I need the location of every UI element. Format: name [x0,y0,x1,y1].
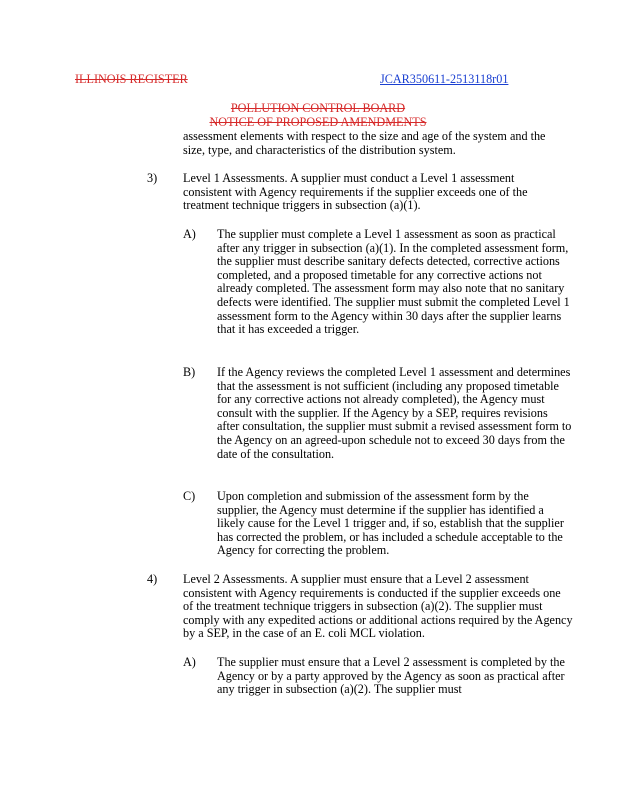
notice-title: NOTICE OF PROPOSED AMENDMENTS [209,115,427,129]
section-3-text: Level 1 Assessments. A supplier must conduct a Level 1 assessment consistent with Agency requirements if the supplier exceeds one of the treatment technique triggers in subsection (a)(1). [183,171,528,213]
section-3-label: 3) [147,171,158,185]
item-3b-text: If the Agency reviews the completed Level 1 assessment and determines that the assessment is not sufficient (including any proposed timetable for any corrective actions not already completed), the Agency must consult with the supplier. If the Agency by a SEP, requires revisions after consultation, the supplier must submit a revised assessment form to the Agency on an agreed-upon schedule not to exceed 30 days from the date of the consultation. [217,365,572,461]
item-3a-text: The supplier must complete a Level 1 assessment as soon as practical after any trigger in subsection (a)(1). In the completed assessment form, the supplier must describe sanitary defects detected, corrective actions completed, and a proposed timetable for any corrective actions not already completed. The assessment form may also note that no sanitary defects were identified. The supplier must submit the completed Level 1 assessment form to the Agency within 30 days after the supplier learns that it has exceeded a trigger. [217,227,570,337]
section-4-text: Level 2 Assessments. A supplier must ensure that a Level 2 assessment consistent with Agency requirements is conducted if the supplier exceeds one of the treatment technique triggers in subsection (a)(2). The supplier must comply with any expedited actions or additional actions required by the Agency by a SEP, in the case of an E. coli MCL violation. [183,572,573,641]
intro-paragraph: assessment elements with respect to the size and age of the system and the size, type, and characteristics of the distribution system. [183,129,546,157]
register-header: ILLINOIS REGISTER [75,72,188,86]
item-4a-text: The supplier must ensure that a Level 2 assessment is completed by the Agency or by a party approved by the Agency as soon as practical after any trigger in subsection (a)(2). The supplier must [217,655,565,697]
jcar-reference: JCAR350611-2513118r01 [380,72,509,86]
board-title: POLLUTION CONTROL BOARD [230,101,406,115]
item-3a-label: A) [183,227,196,241]
item-3c-text: Upon completion and submission of the assessment form by the supplier, the Agency must determine if the supplier has identified a likely cause for the Level 1 trigger and, if so, establish that the supplier has corrected the problem, or has included a schedule acceptable to the Agency for correcting the problem. [217,489,564,558]
item-4a-label: A) [183,655,196,669]
item-3c-label: C) [183,489,196,503]
section-4-label: 4) [147,572,158,586]
item-3b-label: B) [183,365,196,379]
